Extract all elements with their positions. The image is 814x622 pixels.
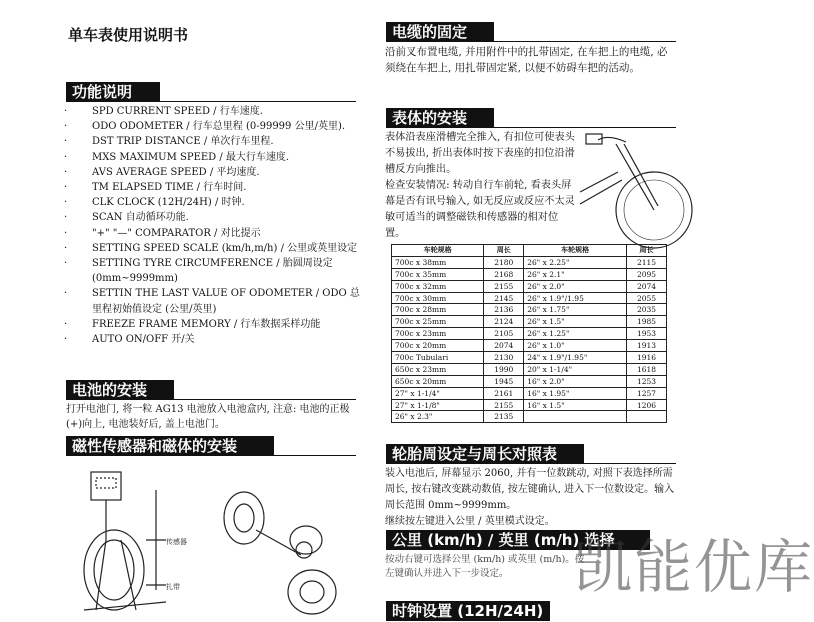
table-cell: 2155 — [484, 280, 524, 292]
unit-text: 按动右键可选择公里 (km/h) 或英里 (m/h)。按左键确认并进入下一步设定。 — [385, 554, 585, 579]
battery-heading: 电池的安装 — [66, 380, 174, 400]
table-header-row — [392, 245, 667, 257]
table-row — [392, 280, 667, 292]
tyre-rule — [386, 463, 676, 464]
list-item-text: AVS AVERAGE SPEED / 平均速度. — [92, 166, 260, 178]
table-cell: 2155 — [484, 399, 524, 411]
table-row — [392, 399, 667, 411]
list-item-text: ODO ODOMETER / 行车总里程 (0-99999 公里/英里). — [92, 121, 346, 133]
table-cell: 700c x 28mm — [392, 304, 484, 316]
cable-heading: 电缆的固定 — [386, 22, 494, 42]
table-cell: 27" x 1-1/8" — [392, 399, 484, 411]
table-row — [392, 256, 667, 268]
list-item — [62, 210, 362, 225]
table-cell: 27" x 1-1/4" — [392, 387, 484, 399]
sensor-label-b: 扎带 — [166, 583, 180, 591]
table-row — [392, 304, 667, 316]
list-item-text: SETTIN THE LAST VALUE OF ODOMETER / ODO 总里程初始值设定 (公里/英里) — [92, 288, 360, 315]
table-cell: 2074 — [484, 340, 524, 352]
table-row — [392, 316, 667, 328]
list-item-text: FREEZE FRAME MEMORY / 行车数据采样功能 — [92, 318, 321, 330]
clock-heading: 时钟设置 (12H/24H) — [386, 601, 550, 621]
body-install-heading: 表体的安装 — [386, 108, 494, 128]
table-cell: 26" x 1.25" — [524, 328, 627, 340]
table-cell: 2124 — [484, 316, 524, 328]
table-cell: 700c x 25mm — [392, 316, 484, 328]
table-cell: 2145 — [484, 292, 524, 304]
table-cell: 1253 — [626, 375, 666, 387]
table-row — [392, 352, 667, 364]
bicycle-illustration — [578, 132, 674, 238]
table-cell: 2115 — [626, 256, 666, 268]
cable-rule — [386, 41, 676, 42]
functions-heading: 功能说明 — [66, 82, 160, 102]
table-header: 车轮规格 — [392, 245, 484, 257]
list-item — [62, 104, 362, 119]
table-row — [392, 268, 667, 280]
table-header: 车轮规格 — [524, 245, 627, 257]
list-item-text: SETTING TYRE CIRCUMFERENCE / 胎圆周设定 (0mm~9999mm) — [92, 258, 333, 285]
bullet: · — [64, 166, 68, 178]
bullet: · — [64, 197, 68, 209]
list-item — [62, 226, 362, 241]
table-cell: 700c x 30mm — [392, 292, 484, 304]
battery-rule — [66, 399, 356, 400]
bullet: · — [64, 318, 68, 330]
table-cell: 26" x 1.0" — [524, 340, 627, 352]
list-item — [62, 195, 362, 210]
tyre-text: 装入电池后, 屏幕显示 2060, 并有一位数跳动, 对照下表选择所需周长, 按右键改变跳动数值, 按左键确认, 进入下一位数设定。输入周长范围 0mm~9999mm。 — [385, 468, 675, 511]
body-install-text-2: 检查安装情况: 转动自行车前轮, 看表头屏幕是否有讯号输入, 如无反应或反应不太灵敏可适当的调整磁铁和传感器的相对位置。 — [385, 180, 575, 239]
list-item-text: CLK CLOCK (12H/24H) / 时钟. — [92, 197, 245, 209]
tyre-text-2: 继续按左键进入公里 / 英里模式设定。 — [385, 516, 555, 527]
list-item-text: SPD CURRENT SPEED / 行车速度. — [92, 106, 263, 117]
table-cell: 2135 — [484, 411, 524, 423]
list-item — [62, 134, 362, 149]
table-cell: 26" x 2.1" — [524, 268, 627, 280]
bullet: · — [64, 121, 68, 133]
functions-list — [62, 104, 362, 347]
list-item — [62, 332, 362, 347]
table-cell: 2055 — [626, 292, 666, 304]
bullet: · — [64, 182, 68, 194]
list-item — [62, 286, 362, 316]
list-item — [62, 241, 362, 256]
table-cell: 1257 — [626, 387, 666, 399]
table-row — [392, 375, 667, 387]
table-cell: 650c x 23mm — [392, 363, 484, 375]
bullet: · — [64, 136, 68, 148]
tyre-heading: 轮胎周设定与周长对照表 — [386, 444, 584, 464]
table-row — [392, 411, 667, 423]
table-cell: 1618 — [626, 363, 666, 375]
table-cell: 700c Tubulari — [392, 352, 484, 364]
list-item-text: MXS MAXIMUM SPEED / 最大行车速度. — [92, 151, 290, 163]
table-cell — [626, 411, 666, 423]
watermark: 凯能优库 — [574, 533, 814, 601]
table-row — [392, 363, 667, 375]
table-cell: 26" x 2.25" — [524, 256, 627, 268]
table-cell: 2180 — [484, 256, 524, 268]
table-cell: 2095 — [626, 268, 666, 280]
list-item-text: "+" "—" COMPARATOR / 对比提示 — [92, 227, 261, 239]
table-cell: 2168 — [484, 268, 524, 280]
table-row — [392, 328, 667, 340]
table-cell: 16" x 1.95" — [524, 387, 627, 399]
table-cell: 16" x 1.5" — [524, 399, 627, 411]
table-cell: 1916 — [626, 352, 666, 364]
table-cell: 700c x 20mm — [392, 340, 484, 352]
table-header: 周长 — [626, 245, 666, 257]
unit-heading: 公里 (km/h) / 英里 (m/h) 选择 — [386, 530, 650, 550]
functions-rule — [66, 101, 356, 102]
sensor-rule — [66, 455, 356, 456]
table-row — [392, 340, 667, 352]
table-cell: 26" x 1.75" — [524, 304, 627, 316]
table-cell: 2136 — [484, 304, 524, 316]
list-item-text: TM ELAPSED TIME / 行车时间. — [92, 182, 247, 194]
table-cell: 2105 — [484, 328, 524, 340]
sensor-heading: 磁性传感器和磁体的安装 — [66, 436, 274, 456]
table-cell: 700c x 23mm — [392, 328, 484, 340]
battery-text: 打开电池门, 将一粒 AG13 电池放入电池盒内, 注意: 电池的正极(+)向上, 电池装好后, 盖上电池门。 — [66, 404, 350, 430]
table-cell: 650c x 20mm — [392, 375, 484, 387]
bullet: · — [64, 227, 68, 239]
table-row — [392, 387, 667, 399]
cable-text: 沿前叉布置电缆, 并用附件中的扎带固定, 在车把上的电缆, 必须绕在车把上, 用扎带固定紧, 以便不妨碍车把的活动。 — [385, 46, 668, 74]
table-cell: 20" x 1-1/4" — [524, 363, 627, 375]
table-cell: 1990 — [484, 363, 524, 375]
body-install-rule — [386, 127, 676, 128]
table-cell: 24" x 1.9"/1.95" — [524, 352, 627, 364]
list-item-text: SCAN 自动循环功能. — [92, 212, 189, 224]
table-cell — [524, 411, 627, 423]
table-cell: 2035 — [626, 304, 666, 316]
table-cell: 700c x 35mm — [392, 268, 484, 280]
list-item — [62, 119, 362, 134]
list-item — [62, 165, 362, 180]
table-cell: 16" x 2.0" — [524, 375, 627, 387]
table-cell: 26" x 1.5" — [524, 316, 627, 328]
table-header: 周长 — [484, 245, 524, 257]
bullet: · — [64, 151, 68, 163]
table-cell: 1913 — [626, 340, 666, 352]
bullet: · — [64, 212, 68, 224]
table-cell: 700c x 38mm — [392, 256, 484, 268]
bullet: · — [64, 334, 68, 346]
table-cell: 26" x 1.9"/1.95 — [524, 292, 627, 304]
list-item — [62, 180, 362, 195]
table-row — [392, 292, 667, 304]
bullet: · — [64, 106, 68, 117]
table-cell: 1206 — [626, 399, 666, 411]
sensor-illustration — [66, 460, 366, 620]
bullet: · — [64, 242, 68, 254]
wheel-circumference-table — [391, 244, 667, 423]
list-item — [62, 317, 362, 332]
list-item-text: DST TRIP DISTANCE / 单次行车里程. — [92, 136, 274, 148]
bullet: · — [64, 288, 68, 300]
table-cell: 26" x 2.0" — [524, 280, 627, 292]
sensor-label-a: 传感器 — [166, 538, 187, 546]
body-install-text-1: 表体沿表座滑槽完全推入, 有扣位可使表头不易拔出, 折出表体时按下表座的扣位沿滑槽反方向推出。 — [385, 132, 575, 175]
list-item — [62, 256, 362, 286]
page-title: 单车表使用说明书 — [68, 26, 189, 44]
table-cell: 2161 — [484, 387, 524, 399]
list-item-text: SETTING SPEED SCALE (km/h,m/h) / 公里或英里设定 — [92, 242, 358, 254]
list-item — [62, 150, 362, 165]
bullet: · — [64, 258, 68, 270]
table-cell: 2130 — [484, 352, 524, 364]
table-cell: 1945 — [484, 375, 524, 387]
table-cell: 2074 — [626, 280, 666, 292]
table-cell: 1953 — [626, 328, 666, 340]
table-cell: 700c x 32mm — [392, 280, 484, 292]
list-item-text: AUTO ON/OFF 开/关 — [92, 334, 195, 346]
table-cell: 1985 — [626, 316, 666, 328]
table-cell: 26" x 2.3" — [392, 411, 484, 423]
